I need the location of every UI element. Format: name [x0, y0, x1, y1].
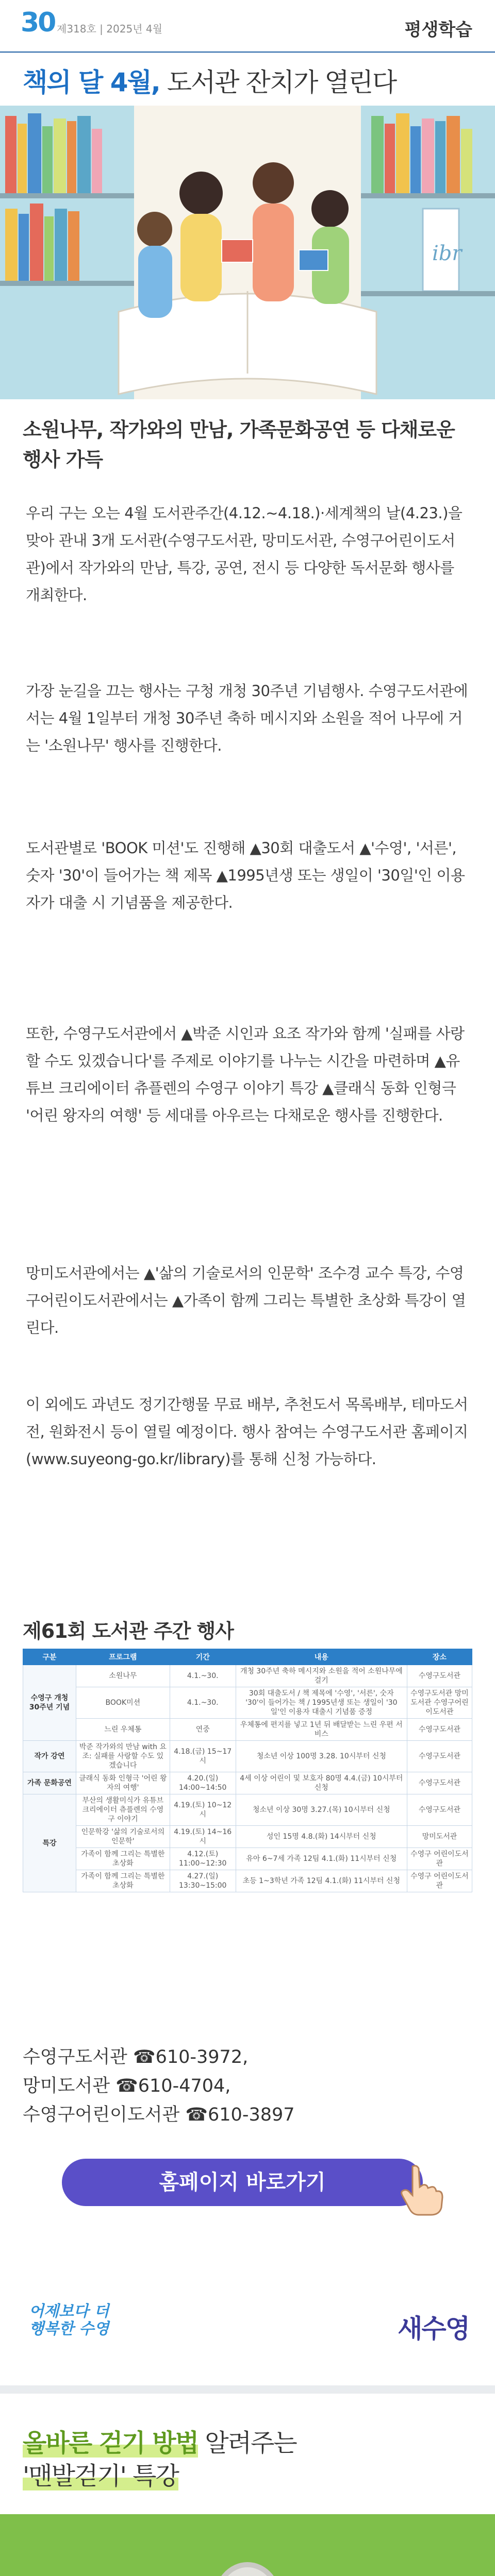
row-place: 수영구도서관	[407, 1719, 472, 1741]
article2-title-line2	[23, 2460, 471, 2493]
article2-title-rest: 알려주는	[198, 2429, 296, 2458]
table-header-cell: 기간	[170, 1649, 236, 1665]
svg-text:ibr: ibr	[432, 242, 462, 265]
contact-children-library: 수영구어린이도서관 ☎610-3897	[23, 2105, 295, 2125]
row-content: 유아 6~7세 가족 12팀 4.1.(화) 11시부터 신청	[236, 1848, 407, 1870]
slogan-line-2: 행복한 수영	[29, 2320, 109, 2338]
row-content: 청소년 이상 30명 3.27.(목) 10시부터 신청	[236, 1794, 407, 1826]
article-title	[23, 62, 396, 99]
article-title-rest: 도서관 잔치가 열린다	[159, 67, 397, 97]
table-row	[23, 1848, 472, 1870]
row-place: 망미도서관	[407, 1826, 472, 1848]
table-header-row	[23, 1649, 472, 1665]
table-row	[23, 1741, 472, 1772]
table-row	[23, 1665, 472, 1687]
row-program: 부산의 생활미식가 유튜브 크리에이터 츄플렌의 수영구 이야기	[76, 1794, 170, 1826]
table-row	[23, 1687, 472, 1719]
row-program: 가족이 함께 그리는 특별한 초상화	[76, 1848, 170, 1870]
row-period: 4.18.(금) 15~17시	[170, 1741, 236, 1772]
article-paragraph-4: 또한, 수영구도서관에서 ▲박준 시인과 요조 작가와 함께 '실패를 사랑할 수도 있겠습니다'를 주제로 이야기를 나누는 시간을 마련하며 ▲유튜브 크리에이터 츄플렌의 수영구 이야기 특강 ▲클래식 동화 인형극 '어린 왕자의 여행' 등 세대를 아우르는 다채로운 행사를 진행한다.	[26, 1025, 465, 1124]
row-content: 우체통에 편지를 넣고 1년 뒤 배달받는 느린 우편 서비스	[236, 1719, 407, 1741]
anniversary-logo: 30	[21, 7, 55, 38]
contact-mangmi-library: 망미도서관 ☎610-4704,	[23, 2076, 231, 2096]
row-group: 수영구 개청 30주년 기념	[23, 1665, 76, 1741]
row-content: 4세 이상 어린이 및 보호자 80명 4.4.(금) 10시부터 신청	[236, 1772, 407, 1794]
row-period: 4.1.~30.	[170, 1665, 236, 1687]
row-place: 수영구도서관	[407, 1741, 472, 1772]
schedule-title: 제61회 도서관 주간 행사	[23, 1620, 234, 1642]
row-place: 수영구도서관 망미도서관 수영구어린이도서관	[407, 1687, 472, 1719]
article2-title-highlight: '맨발걷기' 특강	[23, 2462, 178, 2490]
header-divider	[0, 52, 495, 53]
row-program: 클래식 동화 인형극 '어린 왕자의 여행'	[76, 1772, 170, 1794]
row-place: 수영구 어린이도서관	[407, 1848, 472, 1870]
table-header-cell: 구분	[23, 1649, 76, 1665]
row-content: 30회 대출도서 / 책 제목에 '수영', '서른', 숫자 '30'이 들어가는 책 / 1995년생 또는 생일이 '30일'인 이용자 대출시 기념품 증정	[236, 1687, 407, 1719]
row-group: 특강	[23, 1794, 76, 1892]
row-program: BOOK미션	[76, 1687, 170, 1719]
article-paragraph-2: 가장 눈길을 끄는 행사는 구청 개청 30주년 기념행사. 수영구도서관에서는 4월 1일부터 개청 30주년 축하 메시지와 소원을 적어 나무에 거는 '소원나무' 행사를 진행한다.	[26, 682, 468, 754]
table-header-cell: 장소	[407, 1649, 472, 1665]
row-program: 인문학강 '삶의 기술로서의 인문학'	[76, 1826, 170, 1848]
row-program: 가족이 함께 그리는 특별한 초상화	[76, 1870, 170, 1892]
row-period: 4.19.(토) 10~12시	[170, 1794, 236, 1826]
homepage-button[interactable]: 홈페이지 바로가기	[62, 2159, 423, 2206]
row-period: 4.1.~30.	[170, 1687, 236, 1719]
slogan-line-1: 어제보다 더	[29, 2302, 109, 2320]
article-paragraph-6: 이 외에도 과년도 정기간행물 무료 배부, 추천도서 목록배부, 테마도서전, 원화전시 등이 열릴 예정이다. 행사 참여는 수영구도서관 홈페이지(www.suyeong-go.kr/library)를 통해 신청 가능하다.	[26, 1396, 468, 1468]
row-period: 4.20.(일) 14:00~14:50	[170, 1772, 236, 1794]
row-place: 수영구도서관	[407, 1772, 472, 1794]
row-program: 소원나무	[76, 1665, 170, 1687]
footprint-illustration-svg	[0, 2514, 495, 2576]
table-row	[23, 1826, 472, 1848]
table-header-cell: 내용	[236, 1649, 407, 1665]
row-content: 성인 15명 4.8.(화) 14시부터 신청	[236, 1826, 407, 1848]
library-illustration-svg	[0, 106, 495, 399]
table-row	[23, 1772, 472, 1794]
table-header-cell: 프로그램	[76, 1649, 170, 1665]
row-content: 개청 30주년 축하 메시지와 소원을 적어 소원나무에 걸기	[236, 1665, 407, 1687]
table-row	[23, 1719, 472, 1741]
row-period: 4.19.(토) 14~16시	[170, 1826, 236, 1848]
pointing-hand-icon	[392, 2161, 449, 2220]
contact-suyeong-library: 수영구도서관 ☎610-3972,	[23, 2047, 249, 2067]
article-title-strong: 책의 달 4월,	[23, 67, 160, 97]
row-program: 느린 우체통	[76, 1719, 170, 1741]
row-period: 4.27.(일) 13:30~15:00	[170, 1870, 236, 1892]
article2-title-line1	[23, 2427, 471, 2460]
row-place: 수영구 어린이도서관	[407, 1870, 472, 1892]
row-group: 작가 강연	[23, 1741, 76, 1772]
row-program: 박준 작가와의 만남 with 요조: 실패를 사랑할 수도 있겠습니다	[76, 1741, 170, 1772]
table-row	[23, 1870, 472, 1892]
library-illustration	[0, 106, 495, 399]
row-content: 초등 1~3학년 가족 12팀 4.1.(화) 11시부터 신청	[236, 1870, 407, 1892]
brand-logo: 새수영	[398, 2314, 469, 2344]
article2-title	[23, 2427, 471, 2493]
row-content: 청소년 이상 100명 3.28. 10시부터 신청	[236, 1741, 407, 1772]
footprint-illustration	[0, 2514, 495, 2576]
schedule-table	[23, 1649, 472, 1892]
footer-slogan	[29, 2303, 109, 2338]
article-paragraph-3: 도서관별로 'BOOK 미션'도 진행해 ▲30회 대출도서 ▲'수영', '서른', 숫자 '30'이 들어가는 책 제목 ▲1995년생 또는 생일이 '30일'인 이용자가 대출 시 기념품을 제공한다.	[26, 839, 465, 911]
issue-info: 제318호 | 2025년 4월	[57, 23, 162, 35]
section-divider	[0, 2385, 495, 2394]
row-place: 수영구도서관	[407, 1665, 472, 1687]
article2-title-strong: 올바른 걷기 방법	[23, 2429, 198, 2458]
row-group: 가족 문화공연	[23, 1772, 76, 1794]
article-paragraph-1: 우리 구는 오는 4월 도서관주간(4.12.~4.18.)·세계책의 날(4.23.)을 맞아 관내 3개 도서관(수영구도서관, 망미도서관, 수영구어린이도서관)에서 작가와의 만남, 특강, 공연, 전시 등 다양한 독서문화 행사를 개최한다.	[26, 504, 463, 604]
row-place: 수영구도서관	[407, 1794, 472, 1826]
section-category: 평생학습	[404, 20, 472, 40]
library-contacts	[23, 2043, 295, 2129]
row-period: 연중	[170, 1719, 236, 1741]
row-period: 4.12.(토) 11:00~12:30	[170, 1848, 236, 1870]
table-row	[23, 1794, 472, 1826]
article-paragraph-5: 망미도서관에서는 ▲'삶의 기술로서의 인문학' 조수경 교수 특강, 수영구어린이도서관에서는 ▲가족이 함께 그리는 특별한 초상화 특강이 열린다.	[26, 1264, 466, 1336]
article-subheading: 소원나무, 작가와의 만남, 가족문화공연 등 다채로운 행사 가득	[23, 418, 455, 471]
